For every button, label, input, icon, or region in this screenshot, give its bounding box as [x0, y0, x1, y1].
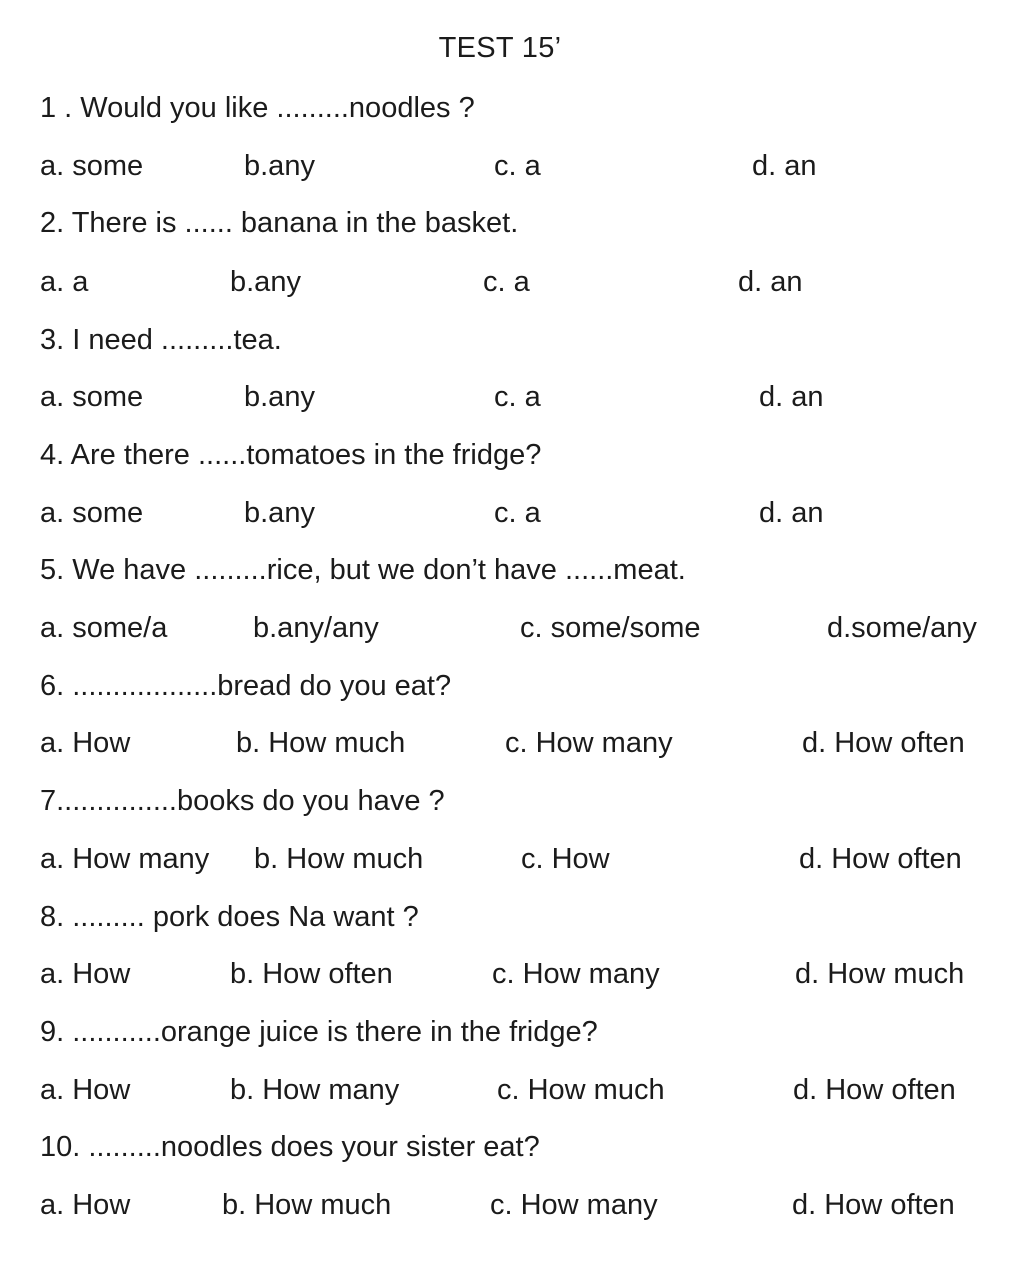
- option-c: c. a: [494, 381, 541, 413]
- option-a: a. a: [40, 266, 89, 298]
- option-b: b.any: [244, 497, 315, 529]
- option-b: b.any: [244, 381, 315, 413]
- question-text: 10. .........noodles does your sister eat?: [40, 1131, 540, 1163]
- option-a: a. How: [40, 1074, 131, 1106]
- option-c: c. a: [494, 150, 541, 182]
- question-1-options: [0, 146, 1024, 186]
- question-7-options: [0, 839, 1024, 879]
- question-4: [0, 435, 1024, 475]
- question-5-options: [0, 608, 1024, 648]
- question-4-options: [0, 493, 1024, 533]
- question-text: 1 . Would you like .........noodles ?: [40, 92, 475, 124]
- question-8: [0, 897, 1024, 937]
- option-a: a. How: [40, 958, 131, 990]
- question-5: [0, 550, 1024, 590]
- option-d: d. How often: [792, 1189, 955, 1221]
- option-d: d. How much: [795, 958, 965, 990]
- option-a: a. some: [40, 497, 144, 529]
- question-9-options: [0, 1070, 1024, 1110]
- option-d: d.some/any: [827, 612, 977, 644]
- option-b: b. How much: [222, 1189, 392, 1221]
- option-d: d. an: [738, 266, 803, 298]
- question-2: [0, 203, 1024, 243]
- question-6-options: [0, 723, 1024, 763]
- question-6: [0, 666, 1024, 706]
- option-b: b. How much: [236, 727, 406, 759]
- option-b: b.any: [230, 266, 301, 298]
- question-10: [0, 1127, 1024, 1167]
- question-2-options: [0, 262, 1024, 302]
- option-c: c. How many: [490, 1189, 658, 1221]
- option-c: c. How many: [492, 958, 660, 990]
- option-c: c. a: [494, 497, 541, 529]
- question-7: [0, 781, 1024, 821]
- option-b: b. How many: [230, 1074, 400, 1106]
- option-d: d. How often: [793, 1074, 956, 1106]
- page-title: TEST 15’: [438, 32, 562, 64]
- question-text: 5. We have .........rice, but we don’t have ......meat.: [40, 554, 686, 586]
- option-d: d. an: [752, 150, 817, 182]
- question-text: 3. I need .........tea.: [40, 324, 282, 356]
- option-b: b.any/any: [253, 612, 379, 644]
- question-text: 4. Are there ......tomatoes in the fridge?: [40, 439, 542, 471]
- question-3: [0, 320, 1024, 360]
- option-d: d. an: [759, 381, 824, 413]
- question-text: 6. ..................bread do you eat?: [40, 670, 452, 702]
- option-a: a. some/a: [40, 612, 168, 644]
- option-b: b.any: [244, 150, 315, 182]
- option-c: c. some/some: [520, 612, 701, 644]
- option-c: c. How many: [505, 727, 673, 759]
- option-d: d. How often: [802, 727, 965, 759]
- option-c: c. a: [483, 266, 530, 298]
- option-a: a. How: [40, 727, 131, 759]
- option-b: b. How much: [254, 843, 424, 875]
- option-c: c. How much: [497, 1074, 665, 1106]
- option-b: b. How often: [230, 958, 393, 990]
- question-text: 9. ...........orange juice is there in the fridge?: [40, 1016, 598, 1048]
- option-a: a. some: [40, 381, 144, 413]
- question-text: 8. ......... pork does Na want ?: [40, 901, 419, 933]
- question-10-options: [0, 1185, 1024, 1225]
- option-a: a. some: [40, 150, 144, 182]
- option-a: a. How many: [40, 843, 210, 875]
- option-d: d. an: [759, 497, 824, 529]
- question-3-options: [0, 377, 1024, 417]
- option-d: d. How often: [799, 843, 962, 875]
- question-1: [0, 88, 1024, 128]
- question-text: 2. There is ...... banana in the basket.: [40, 207, 519, 239]
- question-9: [0, 1012, 1024, 1052]
- question-text: 7...............books do you have ?: [40, 785, 445, 817]
- option-a: a. How: [40, 1189, 131, 1221]
- question-8-options: [0, 954, 1024, 994]
- option-c: c. How: [521, 843, 610, 875]
